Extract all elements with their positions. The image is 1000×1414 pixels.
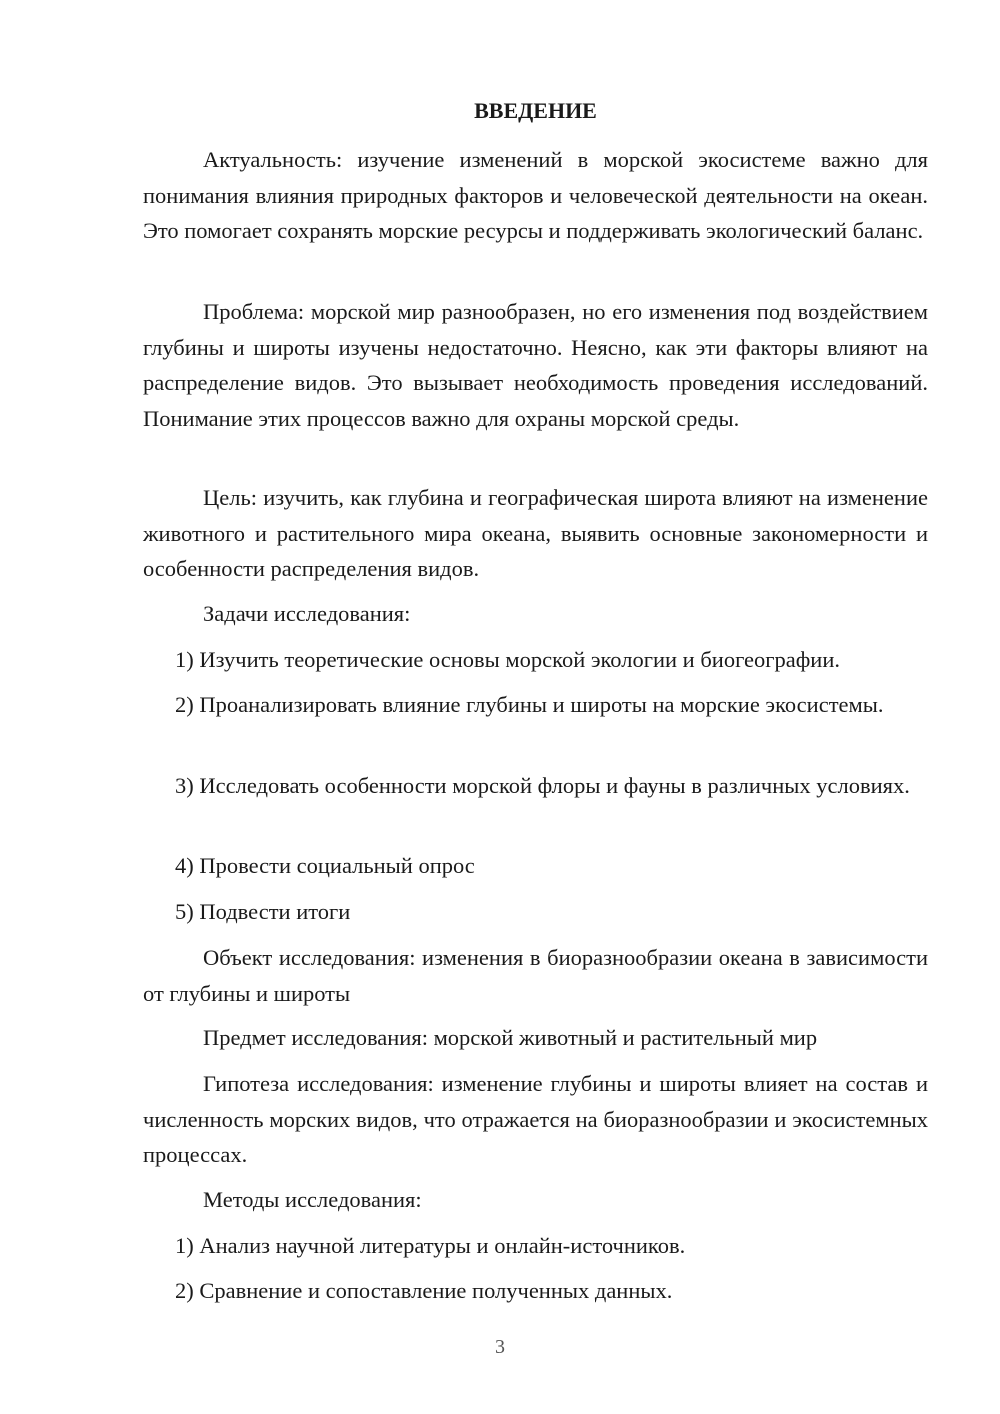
task-item-4: 4) Провести социальный опрос — [175, 853, 475, 878]
page-number: 3 — [495, 1336, 505, 1358]
paragraph-goal: Цель: изучить, как глубина и географическая широта влияют на изменение животного и растительного мира океана, выявить основные закономерности и особенности распределения видов. — [143, 485, 928, 581]
task-item-3: 3) Исследовать особенности морской флоры и фауны в различных условиях. — [175, 773, 910, 798]
task-item-1: 1) Изучить теоретические основы морской экологии и биогеографии. — [175, 647, 840, 672]
section-title: ВВЕДЕНИЕ — [474, 98, 597, 123]
method-item-1: 1) Анализ научной литературы и онлайн-источников. — [175, 1233, 686, 1258]
method-item-2: 2) Сравнение и сопоставление полученных данных. — [175, 1278, 673, 1303]
task-item-5: 5) Подвести итоги — [175, 899, 351, 924]
paragraph-object: Объект исследования: изменения в биоразнообразии океана в зависимости от глубины и широты — [143, 945, 928, 1006]
paragraph-relevance: Актуальность: изучение изменений в морской экосистеме важно для понимания влияния природных факторов и человеческой деятельности на океан. Это помогает сохранять морские ресурсы и поддерживать экологический баланс. — [143, 147, 928, 243]
paragraph-problem: Проблема: морской мир разнообразен, но его изменения под воздействием глубины и широты изучены недостаточно. Неясно, как эти факторы влияют на распределение видов. Это вызывает необходимость проведения исследований. Понимание этих процессов важно для охраны морской среды. — [143, 299, 928, 431]
paragraph-hypothesis: Гипотеза исследования: изменение глубины и широты влияет на состав и численность морских видов, что отражается на биоразнообразии и экосистемных процессах. — [143, 1071, 928, 1167]
tasks-heading: Задачи исследования: — [203, 601, 411, 626]
methods-heading: Методы исследования: — [203, 1187, 422, 1212]
task-item-2: 2) Проанализировать влияние глубины и широты на морские экосистемы. — [175, 692, 884, 717]
paragraph-subject: Предмет исследования: морской животный и растительный мир — [203, 1025, 818, 1050]
